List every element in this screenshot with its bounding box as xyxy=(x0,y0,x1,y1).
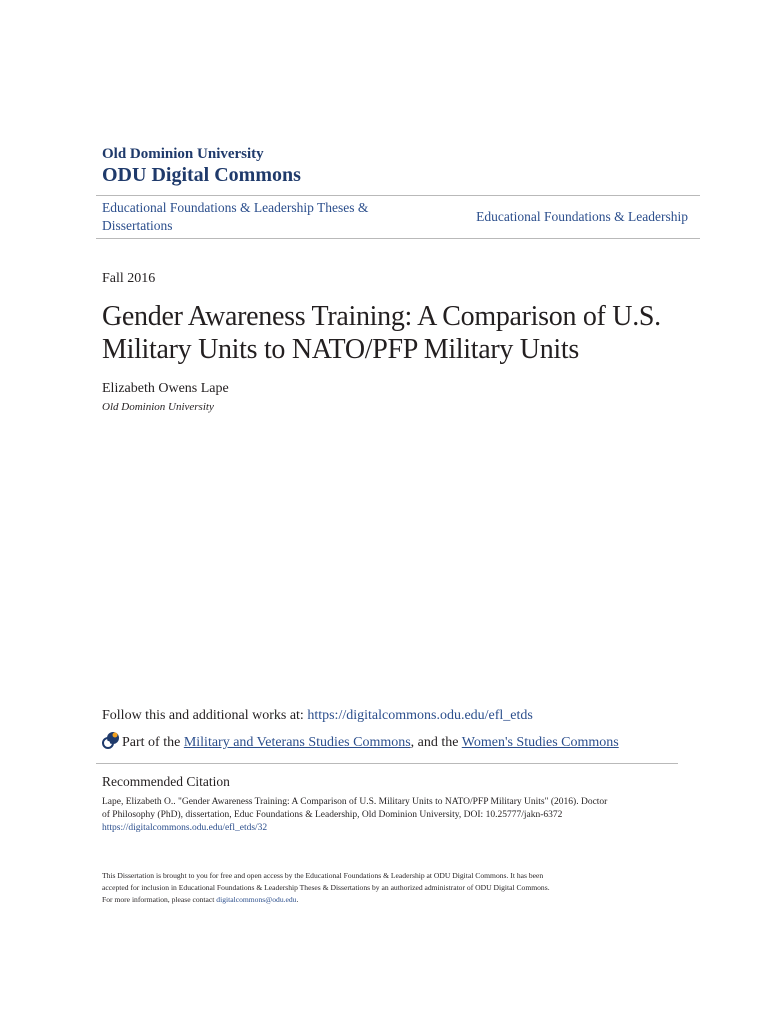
citation-url-link[interactable]: https://digitalcommons.odu.edu/efl_etds/32 xyxy=(102,823,268,833)
section-divider xyxy=(96,763,678,764)
document-title xyxy=(102,300,702,366)
military-veterans-commons-link[interactable]: Military and Veterans Studies Commons xyxy=(183,735,411,750)
contact-email-link[interactable]: digitalcommons@odu.edu xyxy=(216,895,297,904)
part-of-line xyxy=(102,731,619,752)
digital-commons-network-icon xyxy=(102,731,120,749)
part-of-prefix: Part of the xyxy=(122,735,184,750)
follow-url-link[interactable]: https://digitalcommons.odu.edu/efl_etds xyxy=(307,708,533,723)
womens-studies-commons-link[interactable]: Women's Studies Commons xyxy=(461,735,619,750)
citation-line-2: of Philosophy (PhD), dissertation, Educ Foundations & Leadership, Old Dominion University, DOI: 10.25777/jakn-6372 xyxy=(102,810,563,820)
author-affiliation: Old Dominion University xyxy=(102,401,214,413)
access-notice-line-1: This Dissertation is brought to you for free and open access by the Educational Foundations & Leadership at ODU Digital Commons. It has been xyxy=(102,871,544,880)
collection-link-line2: Dissertations xyxy=(102,218,173,233)
author-name: Elizabeth Owens Lape xyxy=(102,381,229,396)
recommended-citation xyxy=(102,796,672,835)
citation-line-1: Lape, Elizabeth O.. "Gender Awareness Training: A Comparison of U.S. Military Units to NATO/PFP Military Units" (2016). Doctor xyxy=(102,797,608,807)
collection-link[interactable] xyxy=(102,199,402,235)
series-bar xyxy=(96,195,700,239)
contact-suffix: . xyxy=(296,895,299,904)
recommended-citation-heading: Recommended Citation xyxy=(102,774,230,789)
follow-line xyxy=(102,707,533,725)
collection-link-line1: Educational Foundations & Leadership Theses & xyxy=(102,200,369,215)
contact-line xyxy=(102,895,298,904)
title-line-2: Military Units to NATO/PFP Military Units xyxy=(102,334,579,365)
access-notice-line-2: accepted for inclusion in Educational Foundations & Leadership Theses & Dissertations by an authorized administrator of ODU Digital Commons. xyxy=(102,883,550,892)
publication-date: Fall 2016 xyxy=(102,271,156,286)
part-of-middle: , and the xyxy=(410,735,462,750)
follow-prefix: Follow this and additional works at: xyxy=(102,708,308,723)
repository-name[interactable]: ODU Digital Commons xyxy=(102,164,301,186)
university-name[interactable]: Old Dominion University xyxy=(102,146,264,162)
repository-branding xyxy=(102,146,301,187)
department-link[interactable]: Educational Foundations & Leadership xyxy=(476,209,688,224)
access-notice xyxy=(102,870,672,906)
title-line-1: Gender Awareness Training: A Comparison of U.S. xyxy=(102,301,661,332)
contact-prefix: For more information, please contact xyxy=(102,895,217,904)
